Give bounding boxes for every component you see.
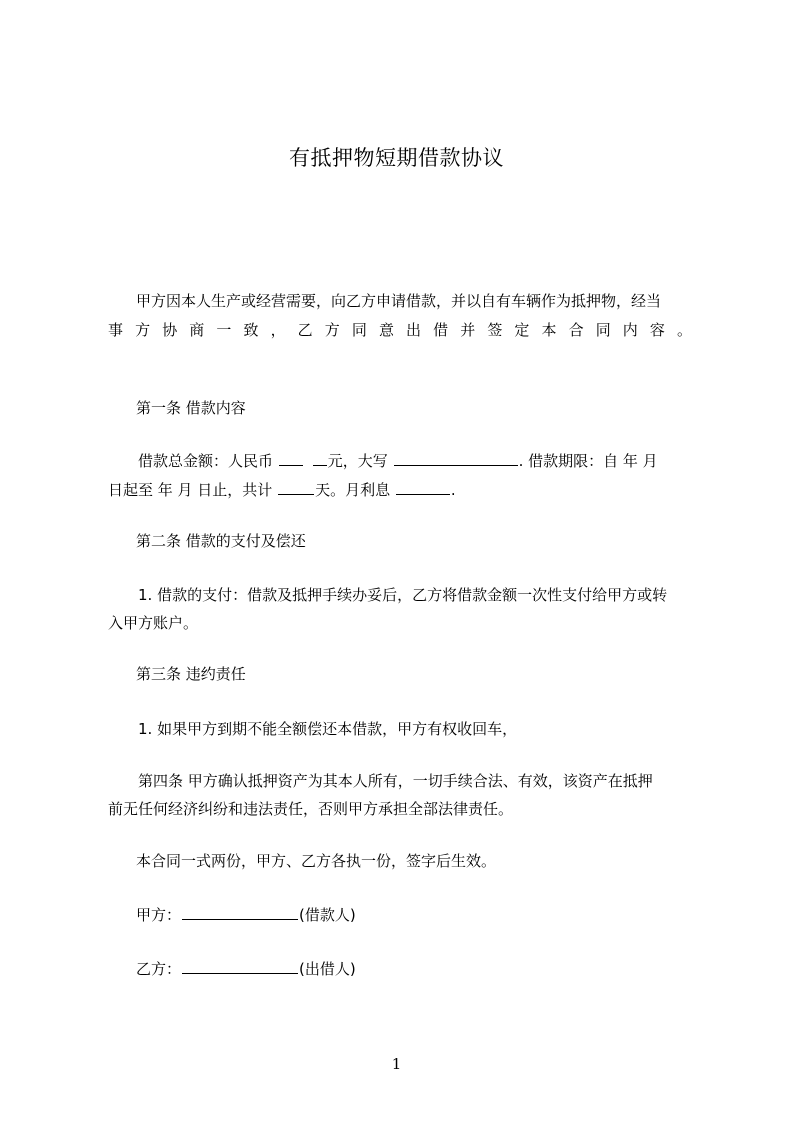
amount-blank-1[interactable] xyxy=(279,450,303,466)
intro-line2-char: 乙 xyxy=(297,321,313,339)
amount-blank-2[interactable] xyxy=(313,450,327,466)
intro-line2-char: 内 xyxy=(622,321,638,339)
intro-line2-char: 致 xyxy=(243,321,259,339)
intro-line2-char: 意 xyxy=(378,321,394,339)
article4-line2: 前无任何经济纠纷和违法责任，否则甲方承担全部法律责任。 xyxy=(108,800,514,818)
intro-line2-char: 并 xyxy=(460,321,476,339)
intro-line2-char: 方 xyxy=(135,321,151,339)
document-title: 有抵押物短期借款协议 xyxy=(289,146,504,170)
intro-line2-char: 同 xyxy=(351,321,367,339)
article1-paragraph-line2 xyxy=(108,479,456,501)
intro-paragraph-line1: 甲方因本人生产或经营需要，向乙方申请借款，并以自有车辆作为抵押物，经当 xyxy=(136,292,662,310)
page-number: 1 xyxy=(391,1055,402,1073)
intro-line2-char: 出 xyxy=(406,321,422,339)
monthly-interest-label: 天。月利息 xyxy=(315,481,395,499)
article1-paragraph-line1 xyxy=(138,450,658,472)
monthly-interest-blank[interactable] xyxy=(396,479,450,495)
article3-heading: 第三条 违约责任 xyxy=(136,665,246,683)
party-a-label: 甲方： xyxy=(136,906,182,924)
party-a-signature-line xyxy=(136,904,356,926)
article2-item1-line1: 1. 借款的支付：借款及抵押手续办妥后，乙方将借款金额一次性支付给甲方或转 xyxy=(138,586,668,604)
intro-line2-char: 事 xyxy=(108,321,124,339)
intro-line2-char: 定 xyxy=(514,321,530,339)
article2-item1-line2: 入甲方账户。 xyxy=(108,614,199,632)
article2-heading: 第二条 借款的支付及偿还 xyxy=(136,532,306,550)
article4-line1: 第四条 甲方确认抵押资产为其本人所有，一切手续合法、有效，该资产在抵押 xyxy=(138,772,653,790)
article1-heading: 第一条 借款内容 xyxy=(136,399,246,417)
intro-line2-char: 容 xyxy=(649,321,665,339)
intro-paragraph-line2 xyxy=(108,319,692,341)
line-end-period: . xyxy=(450,481,456,499)
intro-line2-char: 一 xyxy=(216,321,232,339)
party-b-signature-blank[interactable] xyxy=(182,958,298,974)
loan-term-label: . 借款期限：自 年 月 xyxy=(518,452,658,470)
party-a-signature-blank[interactable] xyxy=(182,904,298,920)
party-b-label: 乙方： xyxy=(136,960,182,978)
intro-line2-char: 协 xyxy=(162,321,178,339)
copies-clause: 本合同一式两份，甲方、乙方各执一份，签字后生效。 xyxy=(136,852,497,870)
article3-item1: 1. 如果甲方到期不能全额偿还本借款，甲方有权收回车， xyxy=(138,720,518,738)
amount-in-words-label: 元，大写 xyxy=(327,452,393,470)
intro-line2-char: 签 xyxy=(487,321,503,339)
party-b-role: (出借人) xyxy=(299,960,356,978)
intro-line2-char: 商 xyxy=(189,321,205,339)
intro-line2-char: 方 xyxy=(324,321,340,339)
loan-amount-label: 借款总金额：人民币 xyxy=(138,452,278,470)
term-end-label: 日起至 年 月 日止，共计 xyxy=(108,481,278,499)
intro-line2-char: 本 xyxy=(541,321,557,339)
intro-line2-char: 。 xyxy=(676,321,692,339)
party-b-signature-line xyxy=(136,958,356,980)
intro-line2-char: 合 xyxy=(568,321,584,339)
party-a-role: (借款人) xyxy=(299,906,356,924)
intro-line2-char: 借 xyxy=(433,321,449,339)
amount-in-words-blank[interactable] xyxy=(394,450,518,466)
intro-line2-char: ， xyxy=(270,321,286,339)
total-days-blank[interactable] xyxy=(278,479,314,495)
intro-line2-char: 同 xyxy=(595,321,611,339)
